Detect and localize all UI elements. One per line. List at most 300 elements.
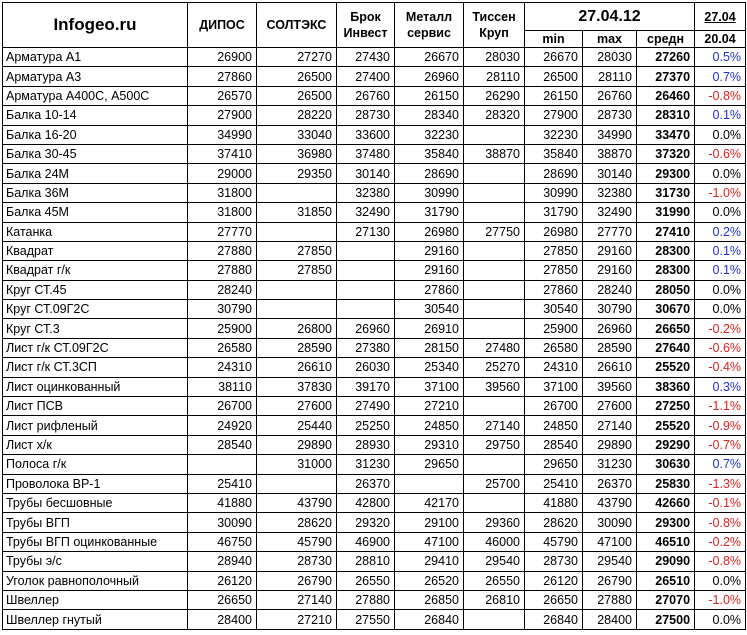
supplier-price: 29360 <box>464 513 525 532</box>
price-change: 0.0% <box>695 280 746 299</box>
supplier-price: 29410 <box>395 552 464 571</box>
price-avg: 29090 <box>637 552 695 571</box>
product-name: Балка 36М <box>3 183 188 202</box>
supplier-price: 28240 <box>188 280 257 299</box>
supplier-price: 26700 <box>188 397 257 416</box>
price-max: 29160 <box>583 261 637 280</box>
price-change: -0.8% <box>695 552 746 571</box>
supplier-price: 30140 <box>337 164 395 183</box>
supplier-price: 31790 <box>395 203 464 222</box>
supplier-header-line: Круп <box>479 26 509 40</box>
supplier-price: 42800 <box>337 493 395 512</box>
product-name: Квадрат <box>3 241 188 260</box>
supplier-price: 28220 <box>257 106 337 125</box>
product-name: Катанка <box>3 222 188 241</box>
product-name: Балка 45М <box>3 203 188 222</box>
price-avg: 29300 <box>637 164 695 183</box>
price-change: 0.1% <box>695 106 746 125</box>
supplier-price: 42170 <box>395 493 464 512</box>
price-max: 29890 <box>583 435 637 454</box>
supplier-price: 29540 <box>464 552 525 571</box>
supplier-price: 28810 <box>337 552 395 571</box>
supplier-header-line: Брок <box>350 10 381 24</box>
table-row <box>3 48 746 67</box>
table-row <box>3 300 746 319</box>
supplier-header-line: сервис <box>407 26 451 40</box>
supplier-price: 28940 <box>188 552 257 571</box>
supplier-price <box>464 261 525 280</box>
price-min: 29650 <box>525 455 583 474</box>
supplier-price: 27880 <box>337 590 395 609</box>
table-row <box>3 261 746 280</box>
price-avg: 26460 <box>637 86 695 105</box>
supplier-price <box>337 241 395 260</box>
supplier-price: 28690 <box>395 164 464 183</box>
price-max: 29160 <box>583 241 637 260</box>
supplier-price: 25700 <box>464 474 525 493</box>
price-max: 26370 <box>583 474 637 493</box>
price-min: 37100 <box>525 377 583 396</box>
supplier-price: 45790 <box>257 532 337 551</box>
stat-header-max: max <box>583 31 637 48</box>
supplier-price <box>337 261 395 280</box>
product-name: Круг СТ.09Г2С <box>3 300 188 319</box>
supplier-price: 28620 <box>257 513 337 532</box>
price-avg: 28300 <box>637 241 695 260</box>
price-max: 34990 <box>583 125 637 144</box>
price-max: 28590 <box>583 338 637 357</box>
price-max: 32490 <box>583 203 637 222</box>
price-min: 30540 <box>525 300 583 319</box>
price-min: 28620 <box>525 513 583 532</box>
supplier-price <box>257 300 337 319</box>
supplier-price: 31800 <box>188 203 257 222</box>
supplier-price: 32230 <box>395 125 464 144</box>
supplier-price: 27750 <box>464 222 525 241</box>
supplier-price: 28110 <box>464 67 525 86</box>
price-min: 24310 <box>525 358 583 377</box>
supplier-header-line: ДИПОС <box>199 18 245 32</box>
price-avg: 31990 <box>637 203 695 222</box>
supplier-price: 25340 <box>395 358 464 377</box>
supplier-price: 26150 <box>395 86 464 105</box>
price-avg: 29290 <box>637 435 695 454</box>
supplier-price: 27880 <box>188 261 257 280</box>
price-avg: 31730 <box>637 183 695 202</box>
supplier-price: 31230 <box>337 455 395 474</box>
supplier-price <box>337 300 395 319</box>
table-row <box>3 435 746 454</box>
supplier-price: 26850 <box>395 590 464 609</box>
supplier-header-line: СОЛТЭКС <box>266 18 327 32</box>
price-min: 24850 <box>525 416 583 435</box>
price-min: 27850 <box>525 261 583 280</box>
supplier-price: 27880 <box>188 241 257 260</box>
table-row <box>3 203 746 222</box>
product-name: Круг СТ.45 <box>3 280 188 299</box>
price-max: 39560 <box>583 377 637 396</box>
price-max: 28240 <box>583 280 637 299</box>
price-change: -1.0% <box>695 183 746 202</box>
table-row <box>3 397 746 416</box>
table-row <box>3 610 746 629</box>
price-max: 27880 <box>583 590 637 609</box>
price-min: 45790 <box>525 532 583 551</box>
price-change: -0.2% <box>695 532 746 551</box>
product-name: Трубы ВГП <box>3 513 188 532</box>
price-avg: 27370 <box>637 67 695 86</box>
supplier-price <box>464 280 525 299</box>
table-row <box>3 377 746 396</box>
supplier-price: 46750 <box>188 532 257 551</box>
price-change: -0.7% <box>695 435 746 454</box>
supplier-price: 37480 <box>337 144 395 163</box>
supplier-price: 27210 <box>257 610 337 629</box>
price-table-container <box>2 2 745 630</box>
supplier-price: 26650 <box>188 590 257 609</box>
supplier-price: 26910 <box>395 319 464 338</box>
supplier-price: 39170 <box>337 377 395 396</box>
change-date-previous: 20.04 <box>695 31 746 48</box>
supplier-price: 26500 <box>257 67 337 86</box>
supplier-price: 28730 <box>257 552 337 571</box>
supplier-price: 28150 <box>395 338 464 357</box>
supplier-price: 26030 <box>337 358 395 377</box>
product-name: Лист г/к СТ.09Г2С <box>3 338 188 357</box>
supplier-price: 32380 <box>337 183 395 202</box>
price-min: 28540 <box>525 435 583 454</box>
table-row <box>3 493 746 512</box>
change-date-current[interactable]: 27.04 <box>695 3 746 31</box>
supplier-price: 28400 <box>188 610 257 629</box>
price-max: 27600 <box>583 397 637 416</box>
supplier-header <box>395 3 464 48</box>
price-max: 38870 <box>583 144 637 163</box>
price-avg: 38360 <box>637 377 695 396</box>
supplier-price: 36980 <box>257 144 337 163</box>
price-max: 28110 <box>583 67 637 86</box>
table-row <box>3 183 746 202</box>
supplier-price: 26800 <box>257 319 337 338</box>
price-change: -0.4% <box>695 358 746 377</box>
supplier-price: 26760 <box>337 86 395 105</box>
supplier-price <box>464 300 525 319</box>
table-row <box>3 67 746 86</box>
supplier-price: 26550 <box>337 571 395 590</box>
price-avg: 30670 <box>637 300 695 319</box>
supplier-price: 27550 <box>337 610 395 629</box>
supplier-header-line: Тиссен <box>472 10 516 24</box>
price-min: 26580 <box>525 338 583 357</box>
supplier-price: 26900 <box>188 48 257 67</box>
price-max: 28400 <box>583 610 637 629</box>
price-max: 32380 <box>583 183 637 202</box>
price-avg: 46510 <box>637 532 695 551</box>
supplier-price: 26960 <box>395 67 464 86</box>
supplier-price: 27430 <box>337 48 395 67</box>
price-change: -0.8% <box>695 513 746 532</box>
table-row <box>3 144 746 163</box>
price-avg: 33470 <box>637 125 695 144</box>
price-min: 26980 <box>525 222 583 241</box>
supplier-price: 28930 <box>337 435 395 454</box>
supplier-price: 30790 <box>188 300 257 319</box>
supplier-price: 27400 <box>337 67 395 86</box>
supplier-price: 27140 <box>464 416 525 435</box>
price-change: -0.9% <box>695 416 746 435</box>
supplier-price <box>395 474 464 493</box>
table-row <box>3 280 746 299</box>
table-row <box>3 513 746 532</box>
price-avg: 27070 <box>637 590 695 609</box>
supplier-price <box>257 183 337 202</box>
price-change: 0.0% <box>695 571 746 590</box>
price-change: 0.7% <box>695 67 746 86</box>
supplier-price: 29310 <box>395 435 464 454</box>
price-avg: 37320 <box>637 144 695 163</box>
supplier-price: 27850 <box>257 241 337 260</box>
price-min: 27860 <box>525 280 583 299</box>
table-row <box>3 338 746 357</box>
price-change: 0.3% <box>695 377 746 396</box>
price-avg: 26650 <box>637 319 695 338</box>
product-name: Лист ПСВ <box>3 397 188 416</box>
supplier-price: 27210 <box>395 397 464 416</box>
supplier-price: 33600 <box>337 125 395 144</box>
supplier-price: 37410 <box>188 144 257 163</box>
price-avg: 27640 <box>637 338 695 357</box>
table-row <box>3 106 746 125</box>
price-change: -0.8% <box>695 86 746 105</box>
supplier-price: 27860 <box>188 67 257 86</box>
supplier-price: 27860 <box>395 280 464 299</box>
price-min: 26840 <box>525 610 583 629</box>
supplier-price: 28730 <box>337 106 395 125</box>
supplier-price: 29890 <box>257 435 337 454</box>
price-max: 26960 <box>583 319 637 338</box>
product-name: Лист х/к <box>3 435 188 454</box>
supplier-price <box>257 280 337 299</box>
price-min: 28730 <box>525 552 583 571</box>
supplier-price <box>464 397 525 416</box>
supplier-price: 39560 <box>464 377 525 396</box>
product-name: Трубы э/с <box>3 552 188 571</box>
stat-header-min: min <box>525 31 583 48</box>
price-max: 30790 <box>583 300 637 319</box>
price-min: 26670 <box>525 48 583 67</box>
supplier-price: 27770 <box>188 222 257 241</box>
product-name: Балка 30-45 <box>3 144 188 163</box>
table-row <box>3 125 746 144</box>
table-row <box>3 358 746 377</box>
table-row <box>3 455 746 474</box>
report-date: 27.04.12 <box>525 3 695 31</box>
supplier-price: 28030 <box>464 48 525 67</box>
supplier-price: 29100 <box>395 513 464 532</box>
price-change: 0.0% <box>695 125 746 144</box>
supplier-price: 46900 <box>337 532 395 551</box>
supplier-price: 37830 <box>257 377 337 396</box>
price-avg: 25520 <box>637 358 695 377</box>
supplier-price: 31850 <box>257 203 337 222</box>
product-name: Квадрат г/к <box>3 261 188 280</box>
price-min: 26120 <box>525 571 583 590</box>
table-row <box>3 571 746 590</box>
supplier-price <box>464 164 525 183</box>
product-name: Швеллер гнутый <box>3 610 188 629</box>
supplier-price: 26550 <box>464 571 525 590</box>
price-change: 0.0% <box>695 610 746 629</box>
supplier-price: 28540 <box>188 435 257 454</box>
supplier-price <box>464 610 525 629</box>
price-max: 29540 <box>583 552 637 571</box>
supplier-price: 26960 <box>337 319 395 338</box>
price-min: 28690 <box>525 164 583 183</box>
supplier-price: 25250 <box>337 416 395 435</box>
supplier-price: 35840 <box>395 144 464 163</box>
price-min: 25410 <box>525 474 583 493</box>
supplier-price: 26580 <box>188 338 257 357</box>
price-table <box>2 2 746 630</box>
supplier-price <box>464 183 525 202</box>
table-row <box>3 474 746 493</box>
supplier-price: 25900 <box>188 319 257 338</box>
supplier-price: 27380 <box>337 338 395 357</box>
product-name: Лист г/к СТ.3СП <box>3 358 188 377</box>
table-row <box>3 590 746 609</box>
price-max: 27770 <box>583 222 637 241</box>
supplier-price <box>464 203 525 222</box>
price-max: 27140 <box>583 416 637 435</box>
supplier-price: 27140 <box>257 590 337 609</box>
supplier-price: 47100 <box>395 532 464 551</box>
price-min: 26700 <box>525 397 583 416</box>
supplier-price: 26370 <box>337 474 395 493</box>
price-change: -1.3% <box>695 474 746 493</box>
supplier-header <box>337 3 395 48</box>
header-row-top <box>3 3 746 31</box>
product-name: Балка 10-14 <box>3 106 188 125</box>
supplier-price <box>337 280 395 299</box>
price-max: 28030 <box>583 48 637 67</box>
supplier-price: 26570 <box>188 86 257 105</box>
price-max: 31230 <box>583 455 637 474</box>
price-min: 26500 <box>525 67 583 86</box>
supplier-price: 30540 <box>395 300 464 319</box>
price-avg: 26510 <box>637 571 695 590</box>
price-max: 30140 <box>583 164 637 183</box>
price-change: -1.0% <box>695 590 746 609</box>
price-change: 0.2% <box>695 222 746 241</box>
price-change: 0.0% <box>695 203 746 222</box>
supplier-price <box>464 319 525 338</box>
supplier-price: 34990 <box>188 125 257 144</box>
supplier-price <box>257 474 337 493</box>
price-max: 43790 <box>583 493 637 512</box>
price-max: 47100 <box>583 532 637 551</box>
supplier-price: 33040 <box>257 125 337 144</box>
supplier-price: 43790 <box>257 493 337 512</box>
price-min: 32230 <box>525 125 583 144</box>
supplier-price: 24920 <box>188 416 257 435</box>
price-avg: 27260 <box>637 48 695 67</box>
supplier-price <box>257 222 337 241</box>
product-name: Полоса г/к <box>3 455 188 474</box>
product-name: Швеллер <box>3 590 188 609</box>
price-avg: 27500 <box>637 610 695 629</box>
table-row <box>3 552 746 571</box>
supplier-price: 28340 <box>395 106 464 125</box>
price-min: 27850 <box>525 241 583 260</box>
supplier-price: 27480 <box>464 338 525 357</box>
price-change: -1.1% <box>695 397 746 416</box>
price-change: -0.6% <box>695 338 746 357</box>
product-name: Лист оцинкованный <box>3 377 188 396</box>
supplier-price: 26670 <box>395 48 464 67</box>
supplier-price: 37100 <box>395 377 464 396</box>
supplier-price: 29650 <box>395 455 464 474</box>
supplier-price: 26120 <box>188 571 257 590</box>
table-row <box>3 222 746 241</box>
supplier-price: 26610 <box>257 358 337 377</box>
supplier-price: 27270 <box>257 48 337 67</box>
supplier-price: 38870 <box>464 144 525 163</box>
price-avg: 28300 <box>637 261 695 280</box>
supplier-price: 25440 <box>257 416 337 435</box>
price-avg: 28310 <box>637 106 695 125</box>
table-row <box>3 164 746 183</box>
supplier-price: 29160 <box>395 241 464 260</box>
supplier-price: 28590 <box>257 338 337 357</box>
supplier-price: 30990 <box>395 183 464 202</box>
product-name: Уголок равнополочный <box>3 571 188 590</box>
supplier-header-line: Инвест <box>343 26 388 40</box>
table-row <box>3 416 746 435</box>
supplier-price: 26810 <box>464 590 525 609</box>
price-change: 0.1% <box>695 241 746 260</box>
supplier-price: 29160 <box>395 261 464 280</box>
supplier-price <box>188 455 257 474</box>
price-max: 26790 <box>583 571 637 590</box>
price-avg: 42660 <box>637 493 695 512</box>
price-change: -0.2% <box>695 319 746 338</box>
price-avg: 27410 <box>637 222 695 241</box>
price-min: 31790 <box>525 203 583 222</box>
price-avg: 25520 <box>637 416 695 435</box>
price-avg: 30630 <box>637 455 695 474</box>
price-min: 41880 <box>525 493 583 512</box>
product-name: Круг СТ.3 <box>3 319 188 338</box>
price-change: 0.1% <box>695 261 746 280</box>
price-min: 26150 <box>525 86 583 105</box>
price-max: 28730 <box>583 106 637 125</box>
supplier-price <box>464 493 525 512</box>
price-min: 27900 <box>525 106 583 125</box>
supplier-price: 28320 <box>464 106 525 125</box>
stat-header-avg: средн <box>637 31 695 48</box>
product-name: Арматура А1 <box>3 48 188 67</box>
supplier-price: 38110 <box>188 377 257 396</box>
supplier-price: 30090 <box>188 513 257 532</box>
site-logo[interactable]: Infogeo.ru <box>3 3 188 48</box>
supplier-price: 25270 <box>464 358 525 377</box>
supplier-price: 26500 <box>257 86 337 105</box>
price-avg: 29300 <box>637 513 695 532</box>
price-min: 35840 <box>525 144 583 163</box>
supplier-price <box>464 455 525 474</box>
supplier-price: 26520 <box>395 571 464 590</box>
supplier-price: 27490 <box>337 397 395 416</box>
